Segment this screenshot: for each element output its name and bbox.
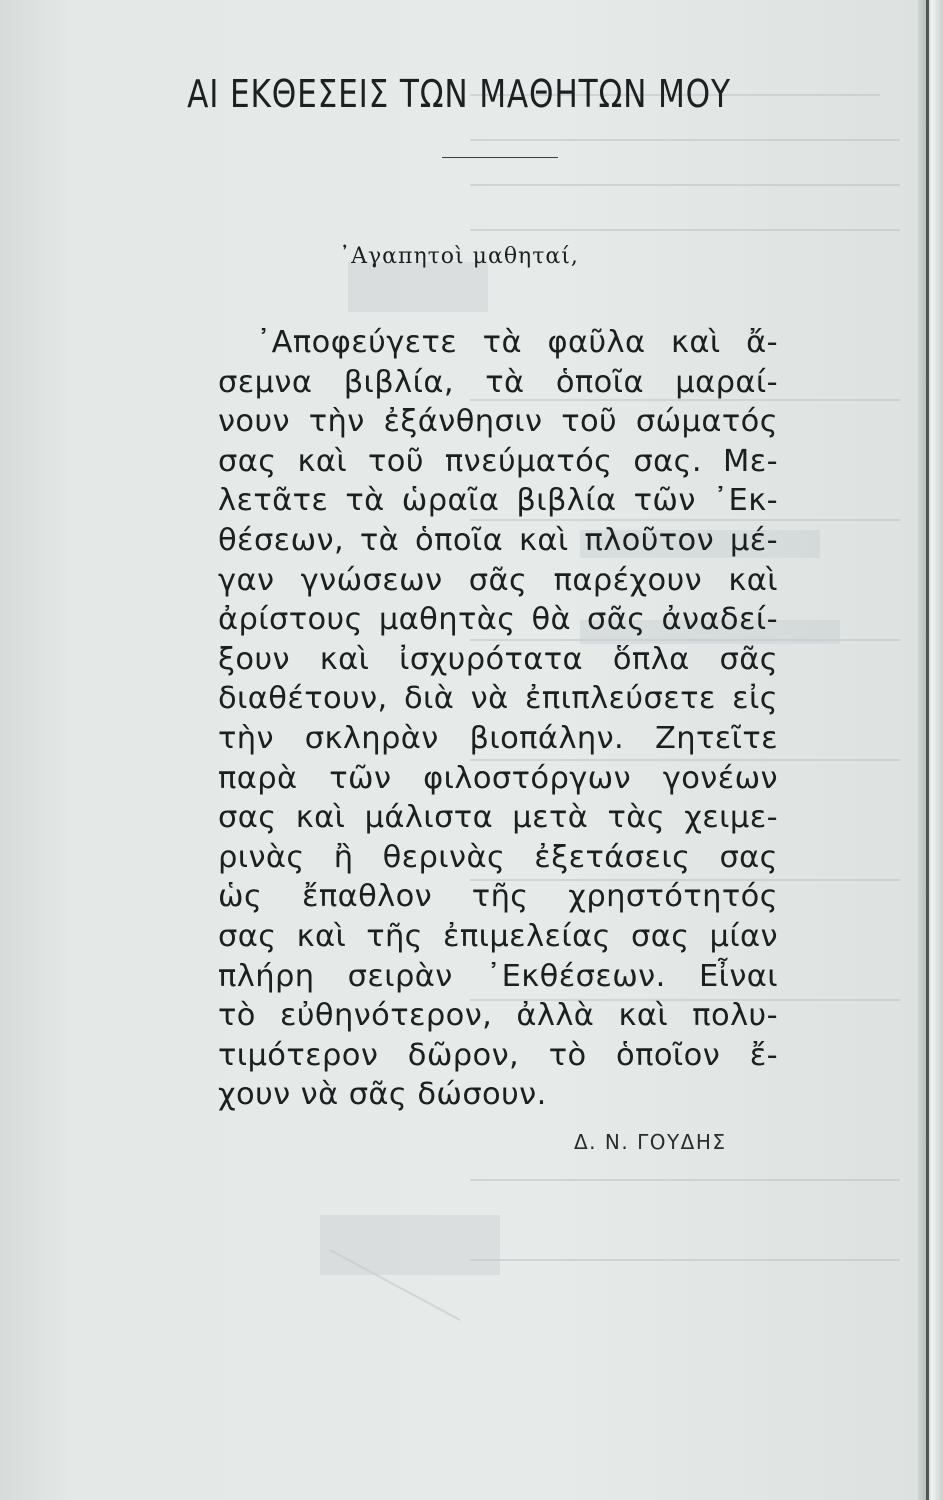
text-line: ξουν καὶ ἰσχυρότατα ὅπλα σᾶς <box>218 641 778 677</box>
text-line: σεμνα βιβλία, τὰ ὁποῖα μαραί- <box>218 364 778 400</box>
body-paragraph <box>218 323 778 1115</box>
text-line: χουν νὰ σᾶς δώσουν. <box>218 1077 547 1113</box>
text-line: λετᾶτε τὰ ὡραῖα βιβλία τῶν ᾿Εκ- <box>218 483 778 519</box>
text-line: παρὰ τῶν φιλοστόργων γονέων <box>218 760 778 796</box>
text-line: ρινὰς ἢ θερινὰς ἐξετάσεις σας <box>218 839 778 875</box>
text-line: σας καὶ μάλιστα μετὰ τὰς χειμε- <box>218 800 778 836</box>
page-title: ΑΙ ΕΚΘΕΣΕΙΣ ΤΩΝ ΜΑΘΗΤΩΝ ΜΟΥ <box>187 72 731 116</box>
text-line: τὸ εὐθηνότερον, ἀλλὰ καὶ πολυ- <box>218 998 778 1034</box>
title-divider <box>442 157 558 158</box>
text-line: σας καὶ τῆς ἐπιμελείας σας μίαν <box>218 918 778 954</box>
text-line: σας καὶ τοῦ πνεύματός σας. Με- <box>218 443 778 479</box>
text-line: ἀρίστους μαθητὰς θὰ σᾶς ἀναδεί- <box>218 602 778 638</box>
page-edge <box>918 0 943 1500</box>
text-line: ὡς ἔπαθλον τῆς χρηστότητός <box>218 879 778 915</box>
author-signature: Δ. Ν. ΓΟΥΔΗΣ <box>574 1130 727 1154</box>
binding-shadow <box>926 0 929 1500</box>
text-line: νουν τὴν ἐξάνθησιν τοῦ σώματός <box>218 404 778 440</box>
text-line: θέσεων, τὰ ὁποῖα καὶ πλοῦτον μέ- <box>218 522 778 558</box>
text-line: πλήρη σειρὰν ᾿Εκθέσεων. Εἶναι <box>218 958 778 994</box>
text-line: τὴν σκληρὰν βιοπάλην. Ζητεῖτε <box>218 720 778 756</box>
greeting-line: ᾿Αγαπητοὶ μαθηταί, <box>339 244 579 269</box>
text-line: γαν γνώσεων σᾶς παρέχουν καὶ <box>218 562 778 598</box>
text-line: τιμότερον δῶρον, τὸ ὁποῖον ἔ- <box>218 1037 778 1073</box>
text-line: διαθέτουν, διὰ νὰ ἐπιπλεύσετε εἰς <box>218 681 778 717</box>
text-line: ᾿Αποφεύγετε τὰ φαῦλα καὶ ἄ- <box>256 325 778 360</box>
